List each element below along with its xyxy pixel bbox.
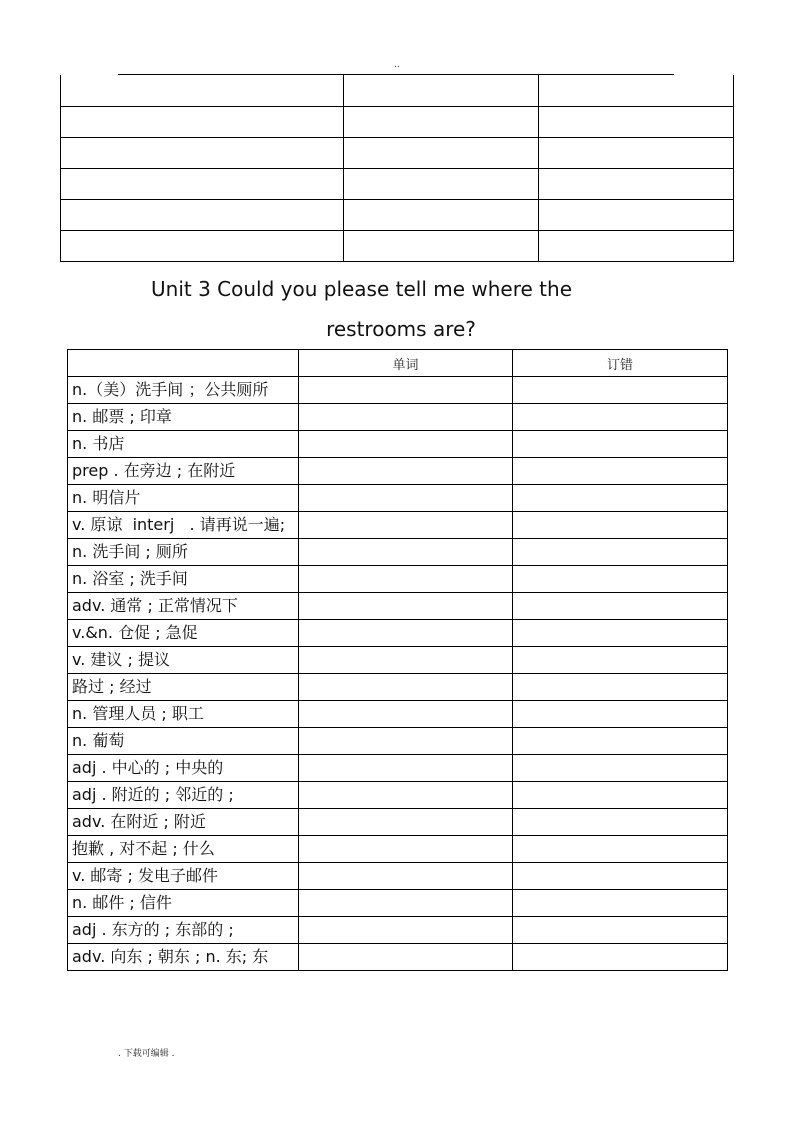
correction-cell[interactable] (513, 593, 728, 620)
meaning-cell: v. 原谅 interj . 请再说一遍; (68, 512, 299, 539)
table-row (61, 138, 734, 169)
meaning-cell: 抱歉 , 对不起 ; 什么 (68, 836, 299, 863)
correction-cell[interactable] (513, 512, 728, 539)
meaning-cell: adj . 东方的 ; 东部的 ; (68, 917, 299, 944)
correction-cell[interactable] (513, 566, 728, 593)
correction-cell[interactable] (513, 782, 728, 809)
unit-title-line-1: Unit 3 Could you please tell me where the (151, 277, 573, 301)
table-row (68, 836, 728, 863)
table-row (68, 377, 728, 404)
meaning-cell: n.（美）洗手间 ；公共厕所 (68, 377, 299, 404)
table-cell (61, 231, 344, 262)
correction-cell[interactable] (513, 620, 728, 647)
correction-cell[interactable] (513, 647, 728, 674)
table-row (61, 231, 734, 262)
meaning-cell: adv. 通常 ; 正常情况下 (68, 593, 299, 620)
word-answer-cell[interactable] (299, 944, 513, 971)
word-answer-cell[interactable] (299, 485, 513, 512)
table-cell (61, 200, 344, 231)
meaning-cell: v.&n. 仓促 ; 急促 (68, 620, 299, 647)
correction-column-header: 订错 (513, 350, 728, 377)
table-row (68, 647, 728, 674)
table-row (68, 944, 728, 971)
correction-cell[interactable] (513, 485, 728, 512)
correction-cell[interactable] (513, 944, 728, 971)
correction-cell[interactable] (513, 539, 728, 566)
meaning-cell: v. 建议 ; 提议 (68, 647, 299, 674)
table-cell (61, 75, 344, 107)
correction-cell[interactable] (513, 863, 728, 890)
word-answer-cell[interactable] (299, 458, 513, 485)
word-answer-cell[interactable] (299, 404, 513, 431)
correction-cell[interactable] (513, 404, 728, 431)
word-answer-cell[interactable] (299, 566, 513, 593)
table-row (61, 107, 734, 138)
table-cell (344, 169, 539, 200)
footer-note: . 下载可编辑 . (118, 1049, 175, 1059)
vocab-table (67, 349, 728, 971)
meaning-cell: adj . 附近的 ; 邻近的 ; (68, 782, 299, 809)
meaning-column-header (68, 350, 299, 377)
table-row (68, 890, 728, 917)
table-cell (61, 138, 344, 169)
meaning-cell: adv. 在附近 ; 附近 (68, 809, 299, 836)
word-answer-cell[interactable] (299, 836, 513, 863)
table-row (68, 404, 728, 431)
correction-cell[interactable] (513, 917, 728, 944)
correction-cell[interactable] (513, 701, 728, 728)
table-row (68, 782, 728, 809)
table-row (68, 863, 728, 890)
correction-cell[interactable] (513, 836, 728, 863)
meaning-cell: 路过 ; 经过 (68, 674, 299, 701)
table-row (61, 75, 734, 107)
word-answer-cell[interactable] (299, 647, 513, 674)
word-answer-cell[interactable] (299, 539, 513, 566)
table-cell (61, 107, 344, 138)
word-answer-cell[interactable] (299, 701, 513, 728)
correction-cell[interactable] (513, 377, 728, 404)
table-row (68, 728, 728, 755)
table-cell (539, 138, 734, 169)
meaning-cell: adv. 向东 ; 朝东 ; n. 东; 东 (68, 944, 299, 971)
top-blank-table (60, 75, 734, 262)
word-answer-cell[interactable] (299, 593, 513, 620)
table-cell (344, 107, 539, 138)
word-column-header: 单词 (299, 350, 513, 377)
table-row (68, 512, 728, 539)
word-answer-cell[interactable] (299, 917, 513, 944)
table-row (61, 169, 734, 200)
word-answer-cell[interactable] (299, 728, 513, 755)
word-answer-cell[interactable] (299, 512, 513, 539)
table-row (68, 809, 728, 836)
header-mark: .. (394, 60, 400, 70)
table-cell (539, 231, 734, 262)
correction-cell[interactable] (513, 458, 728, 485)
correction-cell[interactable] (513, 755, 728, 782)
table-row (68, 755, 728, 782)
table-cell (344, 231, 539, 262)
meaning-cell: n. 明信片 (68, 485, 299, 512)
table-cell (61, 169, 344, 200)
table-cell (539, 200, 734, 231)
table-row (61, 200, 734, 231)
table-cell (539, 75, 734, 107)
word-answer-cell[interactable] (299, 755, 513, 782)
correction-cell[interactable] (513, 674, 728, 701)
table-row (68, 701, 728, 728)
meaning-cell: n. 葡萄 (68, 728, 299, 755)
meaning-cell: n. 浴室 ; 洗手间 (68, 566, 299, 593)
word-answer-cell[interactable] (299, 809, 513, 836)
table-cell (539, 107, 734, 138)
table-row (68, 674, 728, 701)
word-answer-cell[interactable] (299, 890, 513, 917)
table-cell (344, 138, 539, 169)
table-row (68, 620, 728, 647)
table-header-row (68, 350, 728, 377)
correction-cell[interactable] (513, 728, 728, 755)
correction-cell[interactable] (513, 809, 728, 836)
word-answer-cell[interactable] (299, 620, 513, 647)
unit-title-line-2: restrooms are? (326, 317, 476, 341)
table-row (68, 431, 728, 458)
meaning-cell: n. 书店 (68, 431, 299, 458)
table-cell (344, 75, 539, 107)
word-answer-cell[interactable] (299, 431, 513, 458)
meaning-cell: adj . 中心的 ; 中央的 (68, 755, 299, 782)
table-row (68, 458, 728, 485)
correction-cell[interactable] (513, 890, 728, 917)
table-row (68, 485, 728, 512)
word-answer-cell[interactable] (299, 377, 513, 404)
vocab-table-body (68, 377, 728, 971)
word-answer-cell[interactable] (299, 674, 513, 701)
table-row (68, 539, 728, 566)
meaning-cell: n. 邮件 ; 信件 (68, 890, 299, 917)
meaning-cell: v. 邮寄 ; 发电子邮件 (68, 863, 299, 890)
meaning-cell: n. 邮票 ; 印章 (68, 404, 299, 431)
meaning-cell: prep . 在旁边 ; 在附近 (68, 458, 299, 485)
table-cell (539, 169, 734, 200)
table-row (68, 566, 728, 593)
meaning-cell: n. 洗手间 ; 厕所 (68, 539, 299, 566)
word-answer-cell[interactable] (299, 782, 513, 809)
word-answer-cell[interactable] (299, 863, 513, 890)
meaning-cell: n. 管理人员 ; 职工 (68, 701, 299, 728)
table-cell (344, 200, 539, 231)
table-row (68, 593, 728, 620)
table-row (68, 917, 728, 944)
correction-cell[interactable] (513, 431, 728, 458)
